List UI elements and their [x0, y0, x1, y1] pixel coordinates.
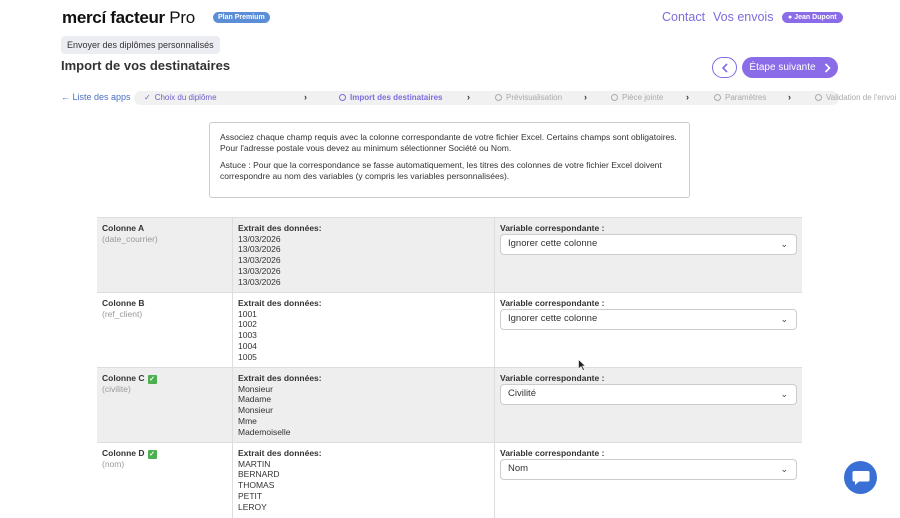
extract-value: BERNARD	[238, 469, 280, 480]
step-parametres[interactable]	[714, 93, 766, 102]
list-apps-link[interactable]	[61, 92, 131, 102]
variable-select[interactable]	[500, 384, 797, 405]
extract-label: Extrait des données:	[238, 448, 322, 458]
send-type-chip: Envoyer des diplômes personnalisés	[61, 36, 220, 54]
extract-value: 13/03/2026	[238, 244, 281, 255]
variable-label: Variable correspondante :	[500, 223, 605, 233]
user-name: Jean Dupont	[794, 14, 837, 21]
info-text: Associez chaque champ requis avec la colonne correspondante de votre fichier Excel. Certains champs sont obligatoires. Pour l'adresse postale vous devez au minimum sélectionner Société ou Nom.	[220, 132, 677, 153]
step-import-destinataires[interactable]	[339, 93, 442, 102]
select-value: Ignorer cette colonne	[508, 238, 598, 249]
extract-value: LEROY	[238, 501, 267, 512]
column-name-cell	[97, 443, 233, 518]
logo-main-text: mercí facteur	[62, 8, 165, 27]
check-mark-icon: ✓	[149, 376, 155, 383]
chevron-left-icon	[721, 63, 729, 73]
logo-pro-text: Pro	[164, 8, 195, 27]
stepper	[134, 91, 897, 105]
step-validation[interactable]	[815, 93, 896, 102]
chevron-down-icon: ⌄	[780, 239, 788, 249]
list-apps-label: Liste des apps	[72, 92, 131, 102]
step-piece-jointe[interactable]	[611, 93, 663, 102]
table-row	[97, 442, 802, 512]
data-extract-cell	[233, 443, 495, 518]
extract-value: Monsieur	[238, 405, 273, 416]
variable-cell	[495, 293, 802, 368]
extract-value: Mme	[238, 415, 257, 426]
extract-value: THOMAS	[238, 480, 275, 491]
contact-link[interactable]: Contact	[662, 10, 706, 24]
chevron-right-icon: ›	[788, 92, 791, 102]
column-name-cell	[97, 218, 233, 293]
variable-label: Variable correspondante :	[500, 298, 605, 308]
my-sends-link[interactable]: Vos envois	[713, 10, 774, 24]
mouse-cursor-icon	[578, 358, 586, 376]
tip-text: Astuce : Pour que la correspondance se fasse automatiquement, les titres des colonnes de votre fichier Excel doivent correspondre au nom des variables (y compris les variables personnalisées).	[220, 160, 662, 181]
column-name: Colonne D	[102, 448, 145, 458]
column-header: (civilite)	[102, 384, 131, 394]
variable-select[interactable]	[500, 234, 797, 255]
variable-cell	[495, 368, 802, 443]
extract-label: Extrait des données:	[238, 223, 322, 233]
data-extract-cell	[233, 218, 495, 293]
data-extract-cell	[233, 293, 495, 368]
extract-value: Madame	[238, 394, 272, 405]
next-step-button[interactable]	[742, 57, 838, 78]
table-row	[97, 217, 802, 292]
circle-icon	[815, 94, 822, 101]
chevron-right-icon: ›	[467, 92, 470, 102]
arrow-left-icon: ←	[61, 92, 70, 102]
column-header: (ref_client)	[102, 308, 143, 319]
column-name-cell	[97, 293, 233, 368]
column-name-cell	[97, 368, 233, 443]
info-box	[209, 122, 690, 198]
step-label: Pièce jointe	[622, 93, 664, 102]
page-title: Import de vos destinataires	[61, 58, 231, 73]
extract-value: MARTIN	[238, 458, 271, 469]
step-previsualisation[interactable]	[495, 93, 562, 102]
select-value: Ignorer cette colonne	[508, 313, 598, 324]
brand-logo[interactable]	[62, 8, 195, 28]
step-label: Validation de l'envoi	[826, 93, 897, 102]
chevron-down-icon: ⌄	[780, 314, 788, 324]
step-label: Prévisualisation	[506, 93, 563, 102]
chevron-right-icon: ›	[686, 92, 689, 102]
select-value: Civilité	[508, 388, 536, 399]
step-label: Paramètres	[725, 93, 767, 102]
plan-badge: Plan Premium	[213, 12, 270, 23]
variable-cell	[495, 218, 802, 293]
top-header	[0, 0, 900, 36]
chevron-down-icon: ⌄	[780, 389, 788, 399]
extract-value: 13/03/2026	[238, 233, 281, 244]
extract-label: Extrait des données:	[238, 298, 322, 308]
variable-select[interactable]	[500, 459, 797, 480]
chevron-right-icon	[824, 63, 831, 73]
chevron-right-icon: ›	[584, 92, 587, 102]
extract-value: 1004	[238, 340, 257, 351]
extract-label: Extrait des données:	[238, 373, 322, 383]
step-navigation	[61, 91, 897, 105]
chat-bubble-icon	[852, 470, 870, 486]
extract-value: Mademoiselle	[238, 426, 291, 437]
select-value: Nom	[508, 463, 529, 474]
column-name: Colonne B	[102, 298, 145, 308]
previous-step-button[interactable]	[712, 57, 737, 78]
column-name: Colonne A	[102, 223, 145, 233]
user-icon: ●	[788, 14, 793, 21]
extract-value: PETIT	[238, 490, 263, 501]
column-header: (date_courrier)	[102, 233, 158, 244]
table-row	[97, 367, 802, 442]
chevron-right-icon: ›	[304, 92, 307, 102]
circle-icon	[495, 94, 502, 101]
extract-value: 1002	[238, 319, 257, 330]
extract-value: 13/03/2026	[238, 276, 281, 287]
variable-label: Variable correspondante :	[500, 373, 605, 383]
extract-value: 1003	[238, 330, 257, 341]
data-extract-cell	[233, 368, 495, 443]
circle-icon	[714, 94, 721, 101]
chat-support-button[interactable]	[844, 461, 877, 494]
extract-value: 1005	[238, 351, 257, 362]
variable-select[interactable]	[500, 309, 797, 330]
column-name: Colonne C	[102, 373, 145, 383]
step-label: Choix du diplôme	[154, 93, 217, 102]
extract-value: 13/03/2026	[238, 265, 281, 276]
check-mark-icon: ✓	[149, 451, 155, 458]
column-header: (nom)	[102, 459, 125, 469]
chevron-down-icon: ⌄	[780, 464, 788, 474]
step-label: Import des destinataires	[350, 93, 443, 102]
circle-icon	[611, 94, 618, 101]
extract-value: 1001	[238, 308, 257, 319]
next-step-label: Étape suivante	[749, 62, 816, 73]
extract-value: Monsieur	[238, 383, 273, 394]
user-menu[interactable]	[782, 12, 843, 23]
extract-value: 13/03/2026	[238, 255, 281, 266]
step-choix-diplome[interactable]	[144, 93, 217, 102]
table-row	[97, 292, 802, 367]
circle-icon	[339, 94, 346, 101]
variable-cell	[495, 443, 802, 518]
variable-label: Variable correspondante :	[500, 448, 605, 458]
check-circle-icon: ✓	[144, 93, 151, 102]
